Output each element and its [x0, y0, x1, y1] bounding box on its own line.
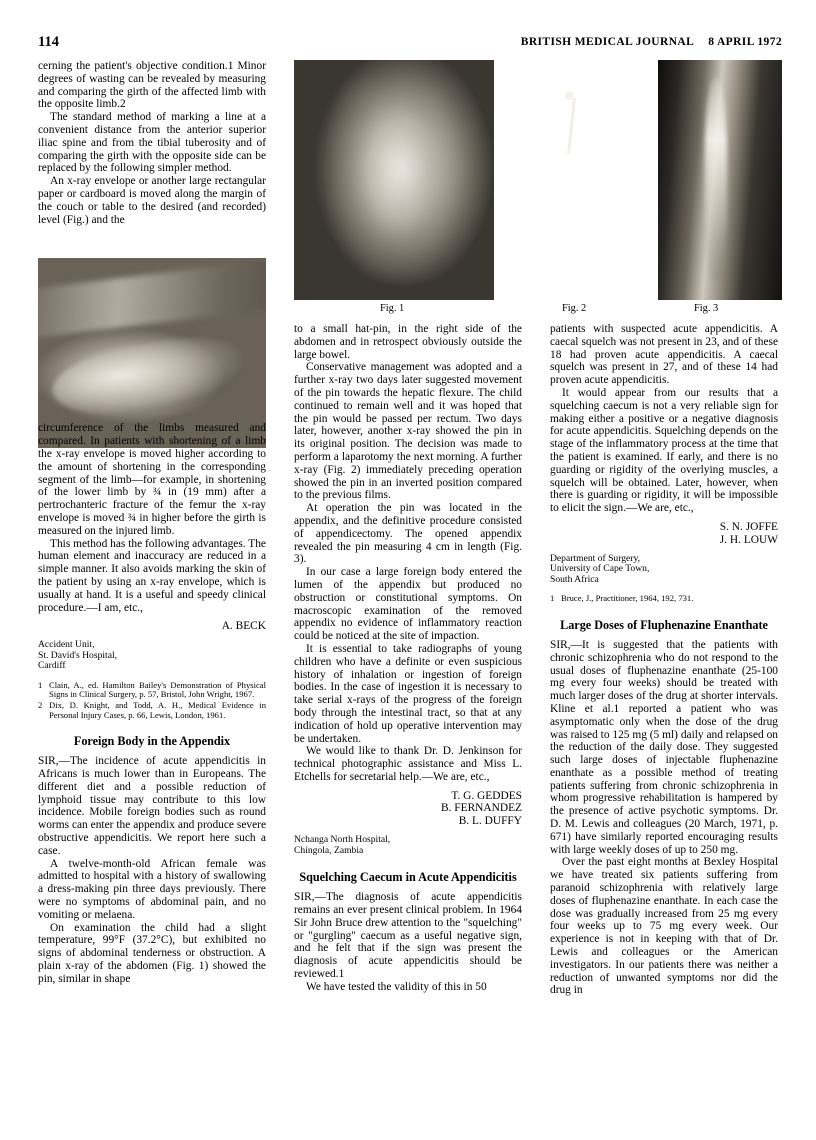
figure-2-caption: Fig. 2	[562, 303, 587, 314]
reference-text: Bruce, J., Practitioner, 1964, 192, 731.	[561, 593, 694, 604]
figure-inline-spacer	[38, 226, 266, 422]
reference-item	[38, 701, 266, 720]
signature-block	[38, 620, 266, 633]
signature-block	[294, 790, 522, 828]
address-line: Department of Surgery,	[550, 552, 641, 564]
paragraph: SIR,—The incidence of acute appendicitis in Africans is much lower than in Europeans. The different diet and a possible reduction of lymphoid tissue may contribute to this low incidence. Mobile foreign bodies such as round worms can enter the appendix and produce severe obstructive appendicitis. We report here such a case.	[38, 755, 266, 857]
journal-title-block	[521, 36, 782, 48]
paragraph: Over the past eight months at Bexley Hospital we have treated six patients suffering from paranoid schizophrenia with relatively large doses of fluphenazine enanthate. In each case the dose was gradually increased from 25 mg every four weeks up to 75 mg every week. Our experience is not in keeping with that of Dr. Lewis and colleagues or the American investigators. In our patients there was neither a reduction of unwanted symptoms nor did the drug in	[550, 856, 778, 997]
reference-list	[38, 681, 266, 720]
paragraph: We have tested the validity of this in 50	[306, 980, 487, 993]
column-2	[294, 60, 522, 994]
article-title-foreign-body: Foreign Body in the Appendix	[73, 734, 231, 749]
journal-name: BRITISH MEDICAL JOURNAL	[520, 36, 695, 48]
address-line: University of Cape Town,	[550, 563, 650, 575]
figure-3-caption: Fig. 3	[694, 303, 719, 314]
author-name: B. L. DUFFY	[458, 815, 522, 828]
paragraph: This method has the following advantages. The human element and inaccuracy are reduced in a simple manner. It also avoids marking the skin of the patient by using an x-ray envelope, which is usually at hand. It is a useful and speedy clinical procedure.—I am, etc.,	[38, 537, 266, 614]
paragraph: SIR,—The diagnosis of acute appendicitis remains an ever present clinical problem. In 1964 Sir John Bruce drew attention to the "squelching" or "gurgling" caecum as a useful negative sign, and he felt that if the sign was present the diagnosis of acute appendicitis should be reviewed.1	[294, 891, 522, 981]
paragraph: Conservative management was adopted and a further x-ray two days later suggested movement of the pin towards the hepatic flexure. The child continued to remain well and it was hoped that the pin would be passed per rectum. Two days later, however, another x-ray showed the pin in its original position. The decision was made to perform a laparotomy the next morning. A further x-ray (Fig. 2) immediately preceding operation showed the pin in an inverted position compared to the previous films.	[294, 361, 522, 502]
address-line: Chingola, Zambia	[294, 844, 364, 856]
column-1	[38, 60, 266, 986]
reference-list	[550, 594, 778, 604]
address-block	[38, 640, 266, 672]
address-line: St. David's Hospital,	[38, 649, 118, 661]
author-name: S. N. JOFFE	[719, 520, 778, 533]
address-line: Accident Unit,	[38, 639, 95, 651]
paragraph: In our case a large foreign body entered the lumen of the appendix but produced no obstruction or constitutional symptoms. On macroscopic examination of the removed appendix no evidence of inflammatory reaction could be noticed at the site of impaction.	[294, 566, 522, 643]
column-3	[550, 60, 778, 997]
author-name: T. G. GEDDES	[451, 789, 522, 802]
reference-text: Dix, D. Knight, and Todd, A. H., Medical Evidence in Personal Injury Cases, p. 66, Lewis, London, 1961.	[49, 700, 266, 720]
reference-number: 1	[550, 593, 555, 604]
paragraph: patients with suspected acute appendicitis. A caecal squelch was not present in 23, and of these 18 had proven acute appendicitis. A caecal squelch was present in 27, and of these 14 had proven acute appendicitis.	[550, 323, 778, 387]
paragraph: SIR,—It is suggested that the patients with chronic schizophrenia who do not respond to the usual doses of fluphenazine enanthate (25-100 mg every four weeks) should be treated with much larger doses of the drug at shorter intervals. Kline et al.1 reported a patient who was asymptomatic only when the dose of the drug was raised to 125 mg (5 ml) daily and relapsed on the reduction of the daily dose. They suggested such large doses of injectable fluphenazine enanthate as a possible method of treating patients suffering from chronic schizophrenia in whom progressive rehabilitation is hampered by the presence of active psychotic symptoms. Dr. D. M. Lewis and colleagues (20 March, 1971, p. 671) have similarly reported encouraging results with large weekly doses of up to 250 mg.	[550, 638, 778, 856]
address-line: South Africa	[550, 573, 599, 585]
address-block	[294, 835, 522, 856]
address-line: Cardiff	[38, 660, 66, 672]
paragraph: to a small hat-pin, in the right side of the abdomen and in retrospect obviously outside the large bowel.	[294, 323, 522, 361]
paragraph: On examination the child had a slight temperature, 99°F (37.2°C), but exhibited no signs of abdominal tenderness or obstruction. A plain x-ray of the abdomen (Fig. 1) showed the pin, similar in shape	[38, 921, 266, 985]
paragraph: cerning the patient's objective condition.1 Minor degrees of wasting can be revealed by measuring and comparing the girth of the affected limb with the opposite limb.2	[38, 60, 266, 111]
article-title-squelching-caecum: Squelching Caecum in Acute Appendicitis	[299, 870, 517, 885]
page-header	[38, 34, 782, 52]
paragraph: It would appear from our results that a squelching caecum is not a very reliable sign for making either a positive or a negative diagnosis for acute appendicitis. Squelching depends on the stage of the inflammatory process at the time that the patient is examined. If early, and there is no guarding or rigidity of the overlying muscles, a squelch will be obtained. Later, however, when there is guarding or rigidity, it will be impossible to elicit the sign.—We are, etc.,	[550, 386, 778, 515]
article-title-fluphenazine: Large Doses of Fluphenazine Enanthate	[560, 617, 768, 632]
paragraph: We would like to thank Dr. D. Jenkinson for technical photographic assistance and Miss L. Etchells for secretarial help.—We are, etc.,	[294, 745, 522, 783]
paragraph: The standard method of marking a line at a convenient distance from the anterior superior iliac spine and from the tibial tuberosity and of comparing the girth with the opposite side can be replaced by the following simpler method.	[38, 111, 266, 175]
signature-block	[550, 521, 778, 547]
paragraph: An x-ray envelope or another large rectangular paper or cardboard is moved along the margin of the couch or table to the desired (and recorded) level (Fig.) and the	[38, 175, 266, 226]
paragraph: A twelve-month-old African female was admitted to hospital with a history of swallowing a dress-making pin three days previously. There were no symptoms of abdominal pain, and no vomiting or melaena.	[38, 857, 266, 921]
address-block	[550, 554, 778, 586]
figure-1-caption: Fig. 1	[380, 303, 405, 314]
author-name: A. BECK	[221, 620, 266, 633]
paragraph: It is essential to take radiographs of young children who have a definite or even suspicious history of inhalation or ingestion of foreign bodies. In the case of ingestion it is necessary to take serial x-rays of the progress of the foreign body through the intestinal tract, so that at any indication of hold up operative intervention may be undertaken.	[294, 642, 522, 745]
author-name: J. H. LOUW	[719, 533, 778, 546]
reference-number: 1	[38, 679, 43, 690]
paragraph: At operation the pin was located in the appendix, and the definitive procedure consisted of appendicectomy. The opened appendix revealed the pin measuring 4 cm in length (Fig. 3).	[294, 502, 522, 566]
author-name: B. FERNANDEZ	[440, 802, 522, 815]
reference-item	[38, 681, 266, 700]
address-line: Nchanga North Hospital,	[294, 834, 391, 846]
reference-item	[550, 594, 778, 604]
page-number: 114	[38, 34, 59, 50]
reference-number: 2	[38, 700, 43, 711]
reference-text: Clain, A., ed. Hamilton Bailey's Demonstration of Physical Signs in Clinical Surgery, p. 57, Bristol, John Wright, 1967.	[49, 679, 266, 700]
figure-strip-spacer	[550, 60, 778, 323]
figure-strip-spacer	[294, 60, 522, 323]
paragraph: circumference of the limbs measured and compared. In patients with shortening of a limb the x-ray envelope is moved higher according to the amount of shortening in the corresponding segment of the limb—for example, in shortening of the lower limb by ¾ in (19 mm) after a pertrochanteric fracture of the femur the x-ray envelope is moved ¾ in higher before the girth is measured on the injured limb.	[38, 422, 266, 537]
issue-date: 8 APRIL 1972	[708, 36, 782, 48]
